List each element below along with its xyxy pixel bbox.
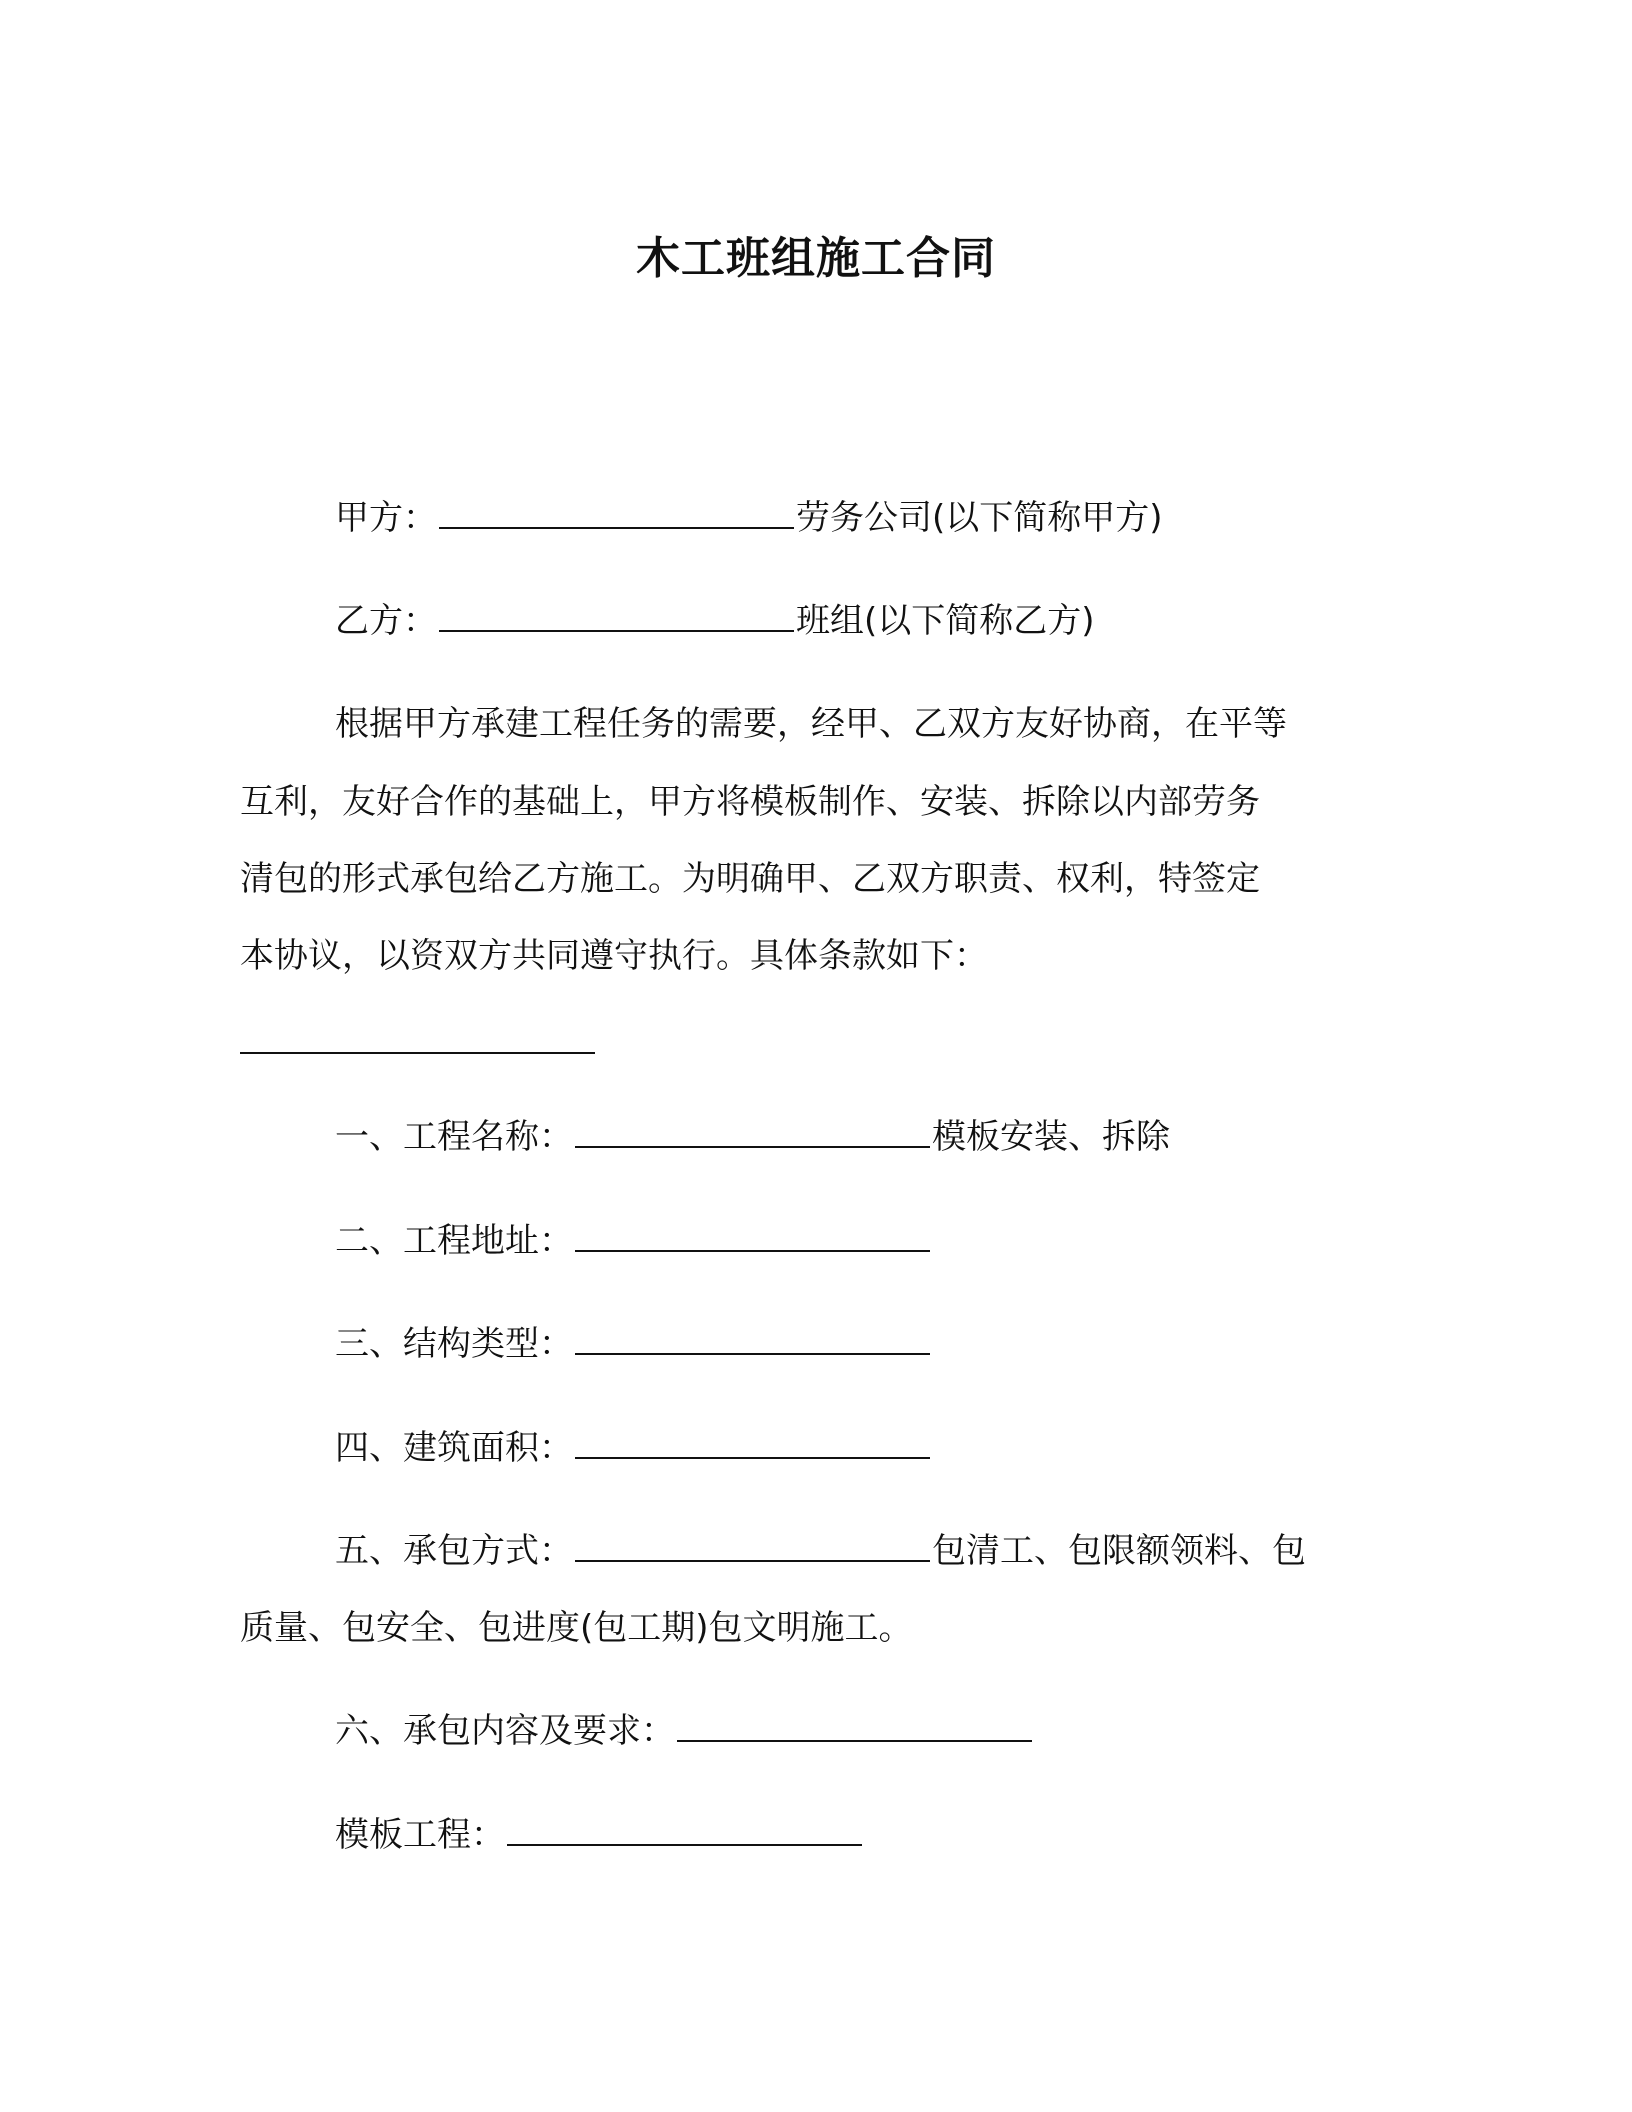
clause-5: [335, 1530, 1306, 1571]
clause-2-label: 二、工程地址：: [335, 1221, 573, 1261]
clause-4-label: 四、建筑面积：: [335, 1428, 573, 1468]
preamble-line-3: 清包的形式承包给乙方施工。为明确甲、乙双方职责、权利，特签定: [240, 859, 1260, 899]
clause-1-blank: [575, 1116, 930, 1148]
formwork-line: [335, 1814, 864, 1855]
clause-6-label: 六、承包内容及要求：: [335, 1711, 675, 1751]
clause-1-label: 一、工程名称：: [335, 1117, 573, 1157]
clause-5-continuation: 质量、包安全、包进度(包工期)包文明施工。: [240, 1608, 913, 1648]
clause-3-blank: [575, 1323, 930, 1355]
party-b-blank: [439, 600, 794, 632]
clause-5-blank: [575, 1530, 930, 1562]
party-b-suffix: 班组(以下简称乙方): [796, 601, 1095, 641]
clause-4: [335, 1427, 932, 1468]
clause-4-blank: [575, 1427, 930, 1459]
document-title: 木工班组施工合同: [636, 233, 996, 284]
party-a-blank: [439, 497, 794, 529]
formwork-label: 模板工程：: [335, 1815, 505, 1855]
clause-6: [335, 1710, 1034, 1751]
party-a-suffix: 劳务公司(以下简称甲方): [796, 498, 1163, 538]
clause-5-label: 五、承包方式：: [335, 1531, 573, 1571]
preamble-line-4: 本协议，以资双方共同遵守执行。具体条款如下：: [240, 936, 988, 976]
clause-5-suffix: 包清工、包限额领料、包: [932, 1531, 1306, 1571]
party-a-label: 甲方：: [335, 498, 437, 538]
clause-3-label: 三、结构类型：: [335, 1324, 573, 1364]
clause-1: [335, 1116, 1170, 1157]
formwork-blank: [507, 1814, 862, 1846]
party-b-line: [335, 600, 1095, 641]
party-a-line: [335, 497, 1163, 538]
party-b-label: 乙方：: [335, 601, 437, 641]
clause-3: [335, 1323, 932, 1364]
clause-2-blank: [575, 1220, 930, 1252]
preamble-line-2: 互利，友好合作的基础上，甲方将模板制作、安装、拆除以内部劳务: [240, 782, 1260, 822]
clause-1-suffix: 模板安装、拆除: [932, 1117, 1170, 1157]
standalone-blank: [240, 1022, 595, 1054]
clause-2: [335, 1220, 932, 1261]
preamble-line-1: 根据甲方承建工程任务的需要，经甲、乙双方友好协商，在平等: [335, 704, 1287, 744]
clause-6-blank: [677, 1710, 1032, 1742]
